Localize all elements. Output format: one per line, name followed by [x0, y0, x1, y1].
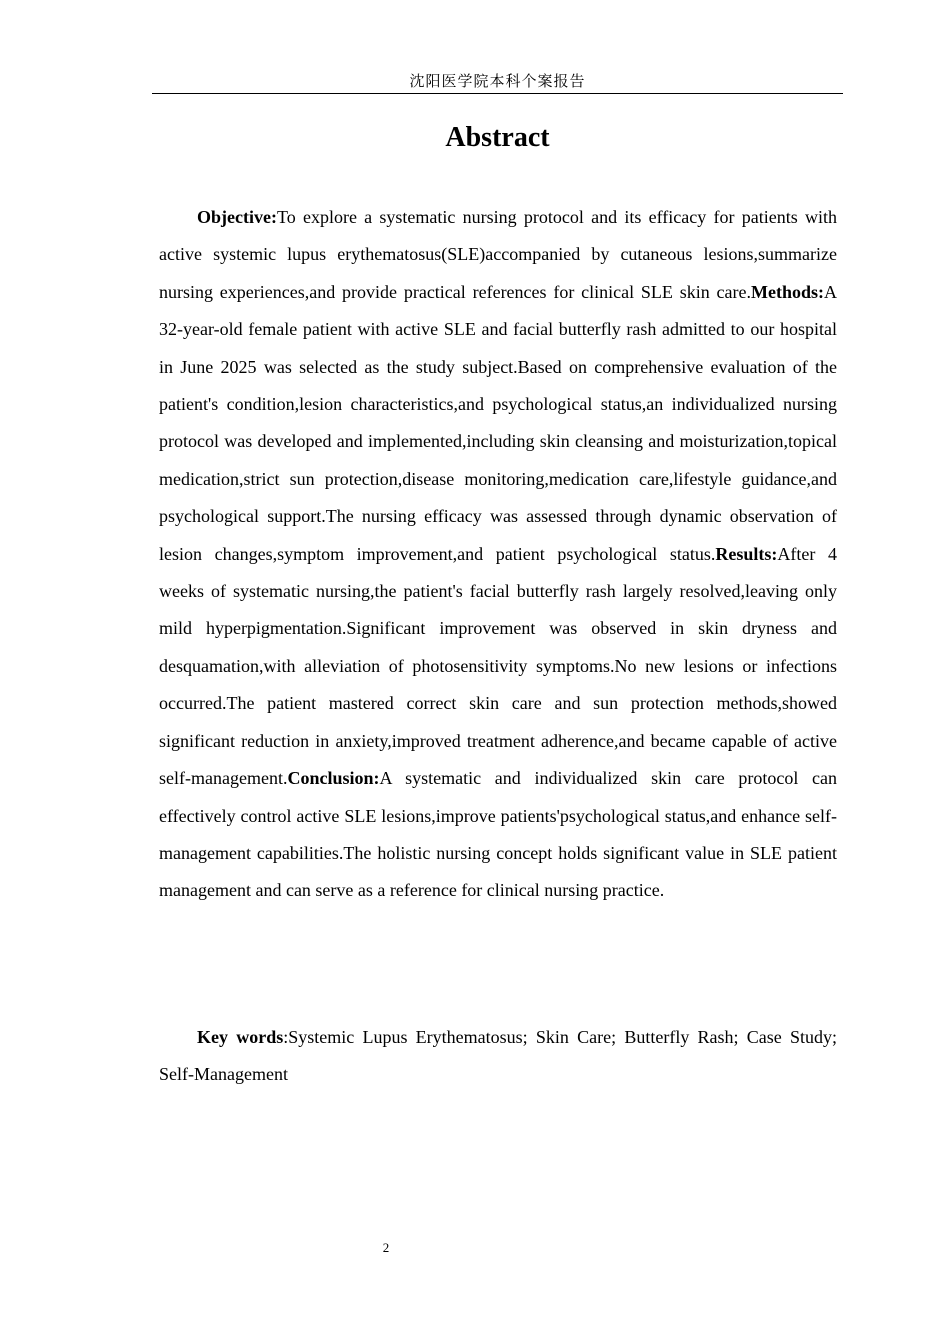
keywords-text: :Systemic Lupus Erythematosus; Skin Care; Butterfly Rash; Case Study; Self-Management [159, 1027, 837, 1085]
page-number: 2 [382, 1240, 390, 1255]
results-label: Results: [715, 543, 778, 564]
running-header: 沈阳医学院本科个案报告 [152, 70, 843, 94]
objective-text: To explore a systematic nursing protocol and its efficacy for patients with active systemic lupus erythematosus(SLE)accompanied by cutaneous lesions,summarize nursing experiences,and provide practical references for clinical SLE skin care. [159, 207, 837, 302]
abstract-body [159, 199, 837, 910]
results-text: After 4 weeks of systematic nursing,the patient's facial butterfly rash largely resolved,leaving only mild hyperpigmentation.Significant improvement was observed in skin dryness and desquamation,with alleviation of photosensitivity symptoms.No new lesions or infections occurred.The patient mastered correct skin care and sun protection methods,showed significant reduction in anxiety,improved treatment adherence,and became capable of active self-management. [159, 543, 838, 789]
keywords-paragraph [159, 1019, 837, 1094]
conclusion-label: Conclusion: [287, 768, 380, 789]
abstract-title: Abstract [445, 122, 550, 153]
methods-text: A 32-year-old female patient with active SLE and facial butterfly rash admitted to our hospital in June 2025 was selected as the study subject.Based on comprehensive evaluation of the patient's condition,lesion characteristics,and psychological status,an individualized nursing protocol was developed and implemented,including skin cleansing and moisturization,topical medication,strict sun protection,disease monitoring,medication care,lifestyle guidance,and psychological support.The nursing efficacy was assessed through dynamic observation of lesion changes,symptom improvement,and patient psychological status. [159, 281, 837, 564]
methods-label: Methods: [751, 281, 824, 302]
objective-label: Objective: [197, 207, 277, 227]
keywords-label: Key words [197, 1027, 284, 1047]
conclusion-text: A systematic and individualized skin care protocol can effectively control active SLE lesions,improve patients'psychological status,and enhance self-management capabilities.The holistic nursing concept holds significant value in SLE patient management and can serve as a reference for clinical nursing practice. [159, 768, 837, 901]
